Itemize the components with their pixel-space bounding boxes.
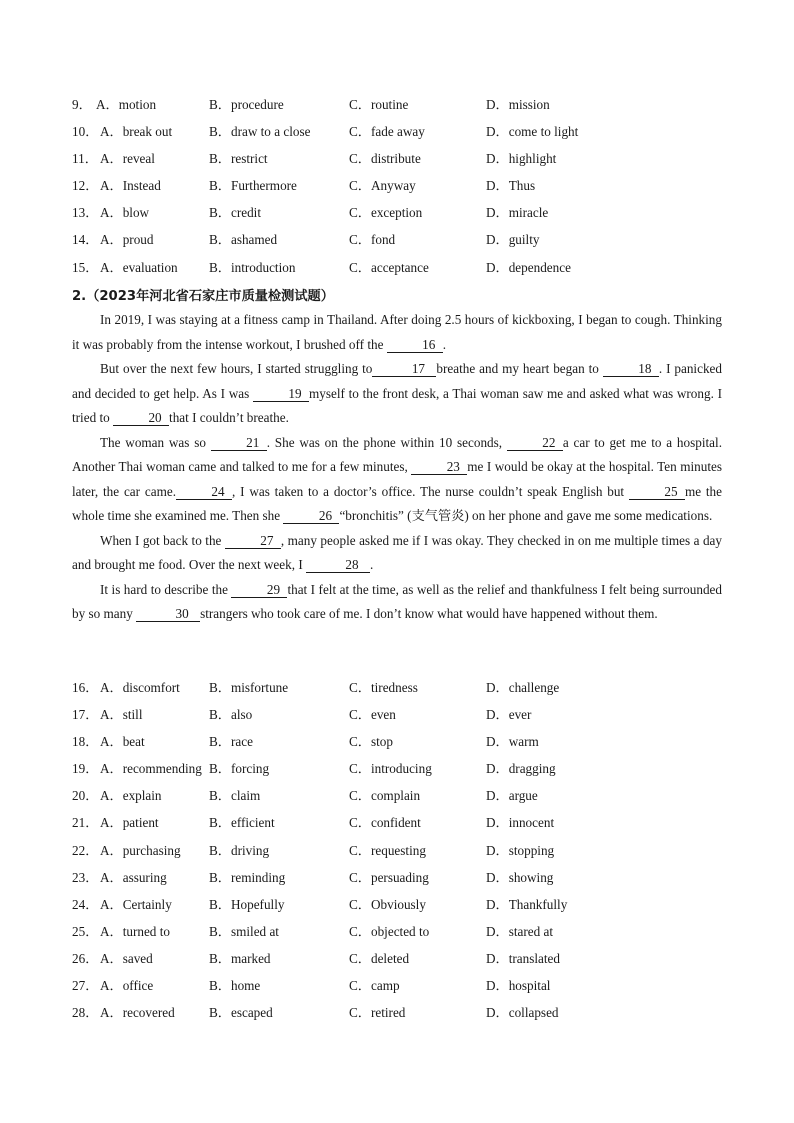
option-row <box>72 864 732 891</box>
option-b: B．home <box>209 978 261 994</box>
option-a: A．purchasing <box>100 842 181 858</box>
question-number: 19． <box>72 761 99 777</box>
option-c: C．complain <box>349 788 421 804</box>
question-number: 26． <box>72 950 99 966</box>
passage-text: . <box>442 336 447 352</box>
cloze-passage <box>72 308 722 627</box>
section-heading: 2.（2023年河北省石家庄市质量检测试题） <box>72 289 334 304</box>
option-a: A．Instead <box>100 178 161 194</box>
option-c: C．tiredness <box>349 680 418 695</box>
question-number: 10． <box>72 124 99 140</box>
blank-19: 19 <box>253 386 309 402</box>
passage-text: , I was taken to a doctor’s office. The nurse couldn’t speak English but <box>232 483 629 499</box>
passage-text: . I panicked and decided to get help. As I was <box>72 361 722 401</box>
blank-20: 20 <box>113 410 169 426</box>
question-number: 21． <box>72 815 99 831</box>
option-a: A．patient <box>100 815 159 831</box>
option-c: C．introducing <box>349 761 432 777</box>
option-d: D．come to light <box>486 124 579 140</box>
passage-text: . She was on the phone within 10 seconds, <box>266 434 507 450</box>
blank-30: 30 <box>136 606 200 622</box>
passage-text: that I couldn’t breathe. <box>169 410 289 425</box>
passage-text: In 2019, I was staying at a fitness camp in Thailand. After doing 2.5 hours of kickboxing, I began to cough. Thinking it was probably from the intense workout, I brushed off the <box>72 312 722 352</box>
options-block-top <box>72 91 732 281</box>
option-c: C．requesting <box>349 842 426 858</box>
option-b: B．ashamed <box>209 232 278 248</box>
option-d: D．translated <box>486 950 560 966</box>
option-row <box>72 118 732 145</box>
option-b: B．marked <box>209 950 271 966</box>
option-a: A．explain <box>100 788 162 804</box>
option-c: C．objected to <box>349 923 430 939</box>
question-number: 14． <box>72 232 99 248</box>
option-c: C．retired <box>349 1005 406 1021</box>
question-number: 24． <box>72 896 99 912</box>
option-c: C．even <box>349 707 396 723</box>
option-a: A．discomfort <box>100 680 180 695</box>
option-d: D．innocent <box>486 815 555 831</box>
option-row <box>72 809 732 836</box>
option-a: A．Certainly <box>100 896 172 912</box>
option-a: A．evaluation <box>100 259 178 275</box>
option-row <box>72 172 732 199</box>
option-b: B．credit <box>209 205 262 221</box>
passage-text: me I would be okay at the hospital. Ten minutes later, the car came. <box>72 459 722 499</box>
option-b: B．escaped <box>209 1005 273 1021</box>
question-number: 16． <box>72 680 99 695</box>
blank-25: 25 <box>629 484 685 500</box>
options-block-bottom <box>72 674 732 1026</box>
option-row <box>72 199 732 226</box>
blank-28: 28 <box>306 557 370 573</box>
blank-17: 17 <box>372 361 436 377</box>
question-number: 13． <box>72 205 99 221</box>
question-number: 18． <box>72 734 99 750</box>
option-a: A．motion <box>96 97 157 112</box>
option-b: B．Furthermore <box>209 178 297 194</box>
option-a: A．saved <box>100 950 153 966</box>
passage-text: The woman was so <box>100 434 211 450</box>
option-b: B．driving <box>209 842 270 858</box>
option-b: B．restrict <box>209 151 268 167</box>
option-d: D．dragging <box>486 761 556 777</box>
option-row <box>72 701 732 728</box>
blank-27: 27 <box>225 533 281 549</box>
blank-21: 21 <box>211 435 267 451</box>
passage-paragraph <box>72 357 722 431</box>
option-row <box>72 837 732 864</box>
option-row <box>72 254 732 281</box>
passage-text: breathe and my heart began to <box>436 361 603 376</box>
option-c: C．routine <box>349 97 409 112</box>
option-c: C．confident <box>349 815 421 831</box>
passage-text: “bronchitis” (支气管炎) on her phone and gave me some medications. <box>339 508 713 523</box>
passage-text: me the whole time she examined me. Then she <box>72 483 722 523</box>
blank-29: 29 <box>231 582 287 598</box>
option-d: D．collapsed <box>486 1005 559 1021</box>
option-row <box>72 755 732 782</box>
option-a: A．proud <box>100 232 154 248</box>
question-number: 22． <box>72 842 99 858</box>
option-b: B．claim <box>209 788 261 804</box>
question-number: 28． <box>72 1005 99 1021</box>
option-row <box>72 782 732 809</box>
option-row <box>72 728 732 755</box>
option-c: C．acceptance <box>349 259 429 275</box>
option-a: A．recommending <box>100 761 202 777</box>
option-d: D．stared at <box>486 923 554 939</box>
passage-text: . <box>370 557 374 572</box>
passage-text: that I felt at the time, as well as the relief and thankfulness I felt being surrounded by so many <box>72 581 723 621</box>
option-row <box>72 891 732 918</box>
question-number: 17． <box>72 707 99 723</box>
passage-text: myself to the front desk, a Thai woman saw me and asked what was wrong. I tried to <box>72 385 722 425</box>
question-number: 20． <box>72 788 99 804</box>
question-number: 11． <box>72 151 98 167</box>
option-row <box>72 945 732 972</box>
passage-text: , many people asked me if I was okay. They checked in on me multiple times a day and brought me food. Over the next week, I <box>72 532 722 572</box>
option-b: B．procedure <box>209 97 284 112</box>
question-number: 12． <box>72 178 99 194</box>
option-row <box>72 674 732 701</box>
option-d: D．Thus <box>486 178 536 194</box>
option-b: B．draw to a close <box>209 124 311 140</box>
option-b: B．efficient <box>209 815 275 831</box>
option-d: D．showing <box>486 869 554 885</box>
passage-text: It is hard to describe the <box>100 581 232 597</box>
option-b: B．misfortune <box>209 680 289 695</box>
option-b: B．Hopefully <box>209 896 285 912</box>
option-a: A．reveal <box>100 151 155 167</box>
blank-18: 18 <box>603 361 659 377</box>
option-c: C．Obviously <box>349 896 426 912</box>
passage-paragraph <box>72 308 722 357</box>
question-number: 9． <box>72 97 92 112</box>
option-c: C．fond <box>349 232 396 248</box>
passage-text: strangers who took care of me. I don’t know what would have happened without them. <box>200 606 658 621</box>
option-a: A．turned to <box>100 923 170 939</box>
option-c: C．distribute <box>349 151 421 167</box>
option-row <box>72 918 732 945</box>
passage-paragraph <box>72 431 722 529</box>
option-row <box>72 999 732 1026</box>
option-d: D．ever <box>486 707 532 723</box>
option-row <box>72 145 732 172</box>
option-b: B．reminding <box>209 869 286 885</box>
blank-16: 16 <box>387 337 443 353</box>
blank-26: 26 <box>283 508 339 524</box>
option-d: D．hospital <box>486 978 551 994</box>
question-number: 25． <box>72 923 99 939</box>
option-a: A．blow <box>100 205 150 221</box>
option-a: A．beat <box>100 734 145 750</box>
option-a: A．still <box>100 707 143 723</box>
passage-paragraph <box>72 578 722 627</box>
passage-text: But over the next few hours, I started struggling to <box>100 361 373 376</box>
option-row <box>72 226 732 253</box>
option-d: D．mission <box>486 97 550 112</box>
option-d: D．challenge <box>486 680 560 695</box>
option-row <box>72 972 732 999</box>
blank-23: 23 <box>411 459 467 475</box>
option-d: D．guilty <box>486 232 540 248</box>
option-d: D．warm <box>486 734 539 750</box>
passage-text: When I got back to the <box>100 532 225 548</box>
option-c: C．persuading <box>349 869 429 885</box>
option-d: D．dependence <box>486 259 571 275</box>
question-number: 23． <box>72 869 99 885</box>
blank-24: 24 <box>176 484 232 500</box>
question-number: 15． <box>72 259 99 275</box>
option-c: C．camp <box>349 978 400 994</box>
option-c: C．fade away <box>349 124 425 140</box>
option-d: D．highlight <box>486 151 557 167</box>
option-c: C．Anyway <box>349 178 416 194</box>
option-c: C．exception <box>349 205 423 221</box>
option-c: C．stop <box>349 734 393 750</box>
option-d: D．Thankfully <box>486 896 568 912</box>
question-number: 27． <box>72 978 99 994</box>
option-b: B．introduction <box>209 259 296 275</box>
option-b: B．forcing <box>209 761 270 777</box>
option-b: B．smiled at <box>209 923 279 939</box>
option-row <box>72 91 732 118</box>
blank-22: 22 <box>507 435 563 451</box>
option-a: A．recovered <box>100 1005 175 1021</box>
option-a: A．office <box>100 978 154 994</box>
passage-paragraph <box>72 529 722 578</box>
option-d: D．argue <box>486 788 538 804</box>
passage-text: a car to get me to a hospital. Another Thai woman came and talked to me for a few minutes, <box>72 434 722 474</box>
option-a: A．break out <box>100 124 173 140</box>
option-b: B．race <box>209 734 253 750</box>
option-a: A．assuring <box>100 869 167 885</box>
option-c: C．deleted <box>349 950 410 966</box>
option-d: D．stopping <box>486 842 555 858</box>
option-d: D．miracle <box>486 205 549 221</box>
option-b: B．also <box>209 707 253 723</box>
